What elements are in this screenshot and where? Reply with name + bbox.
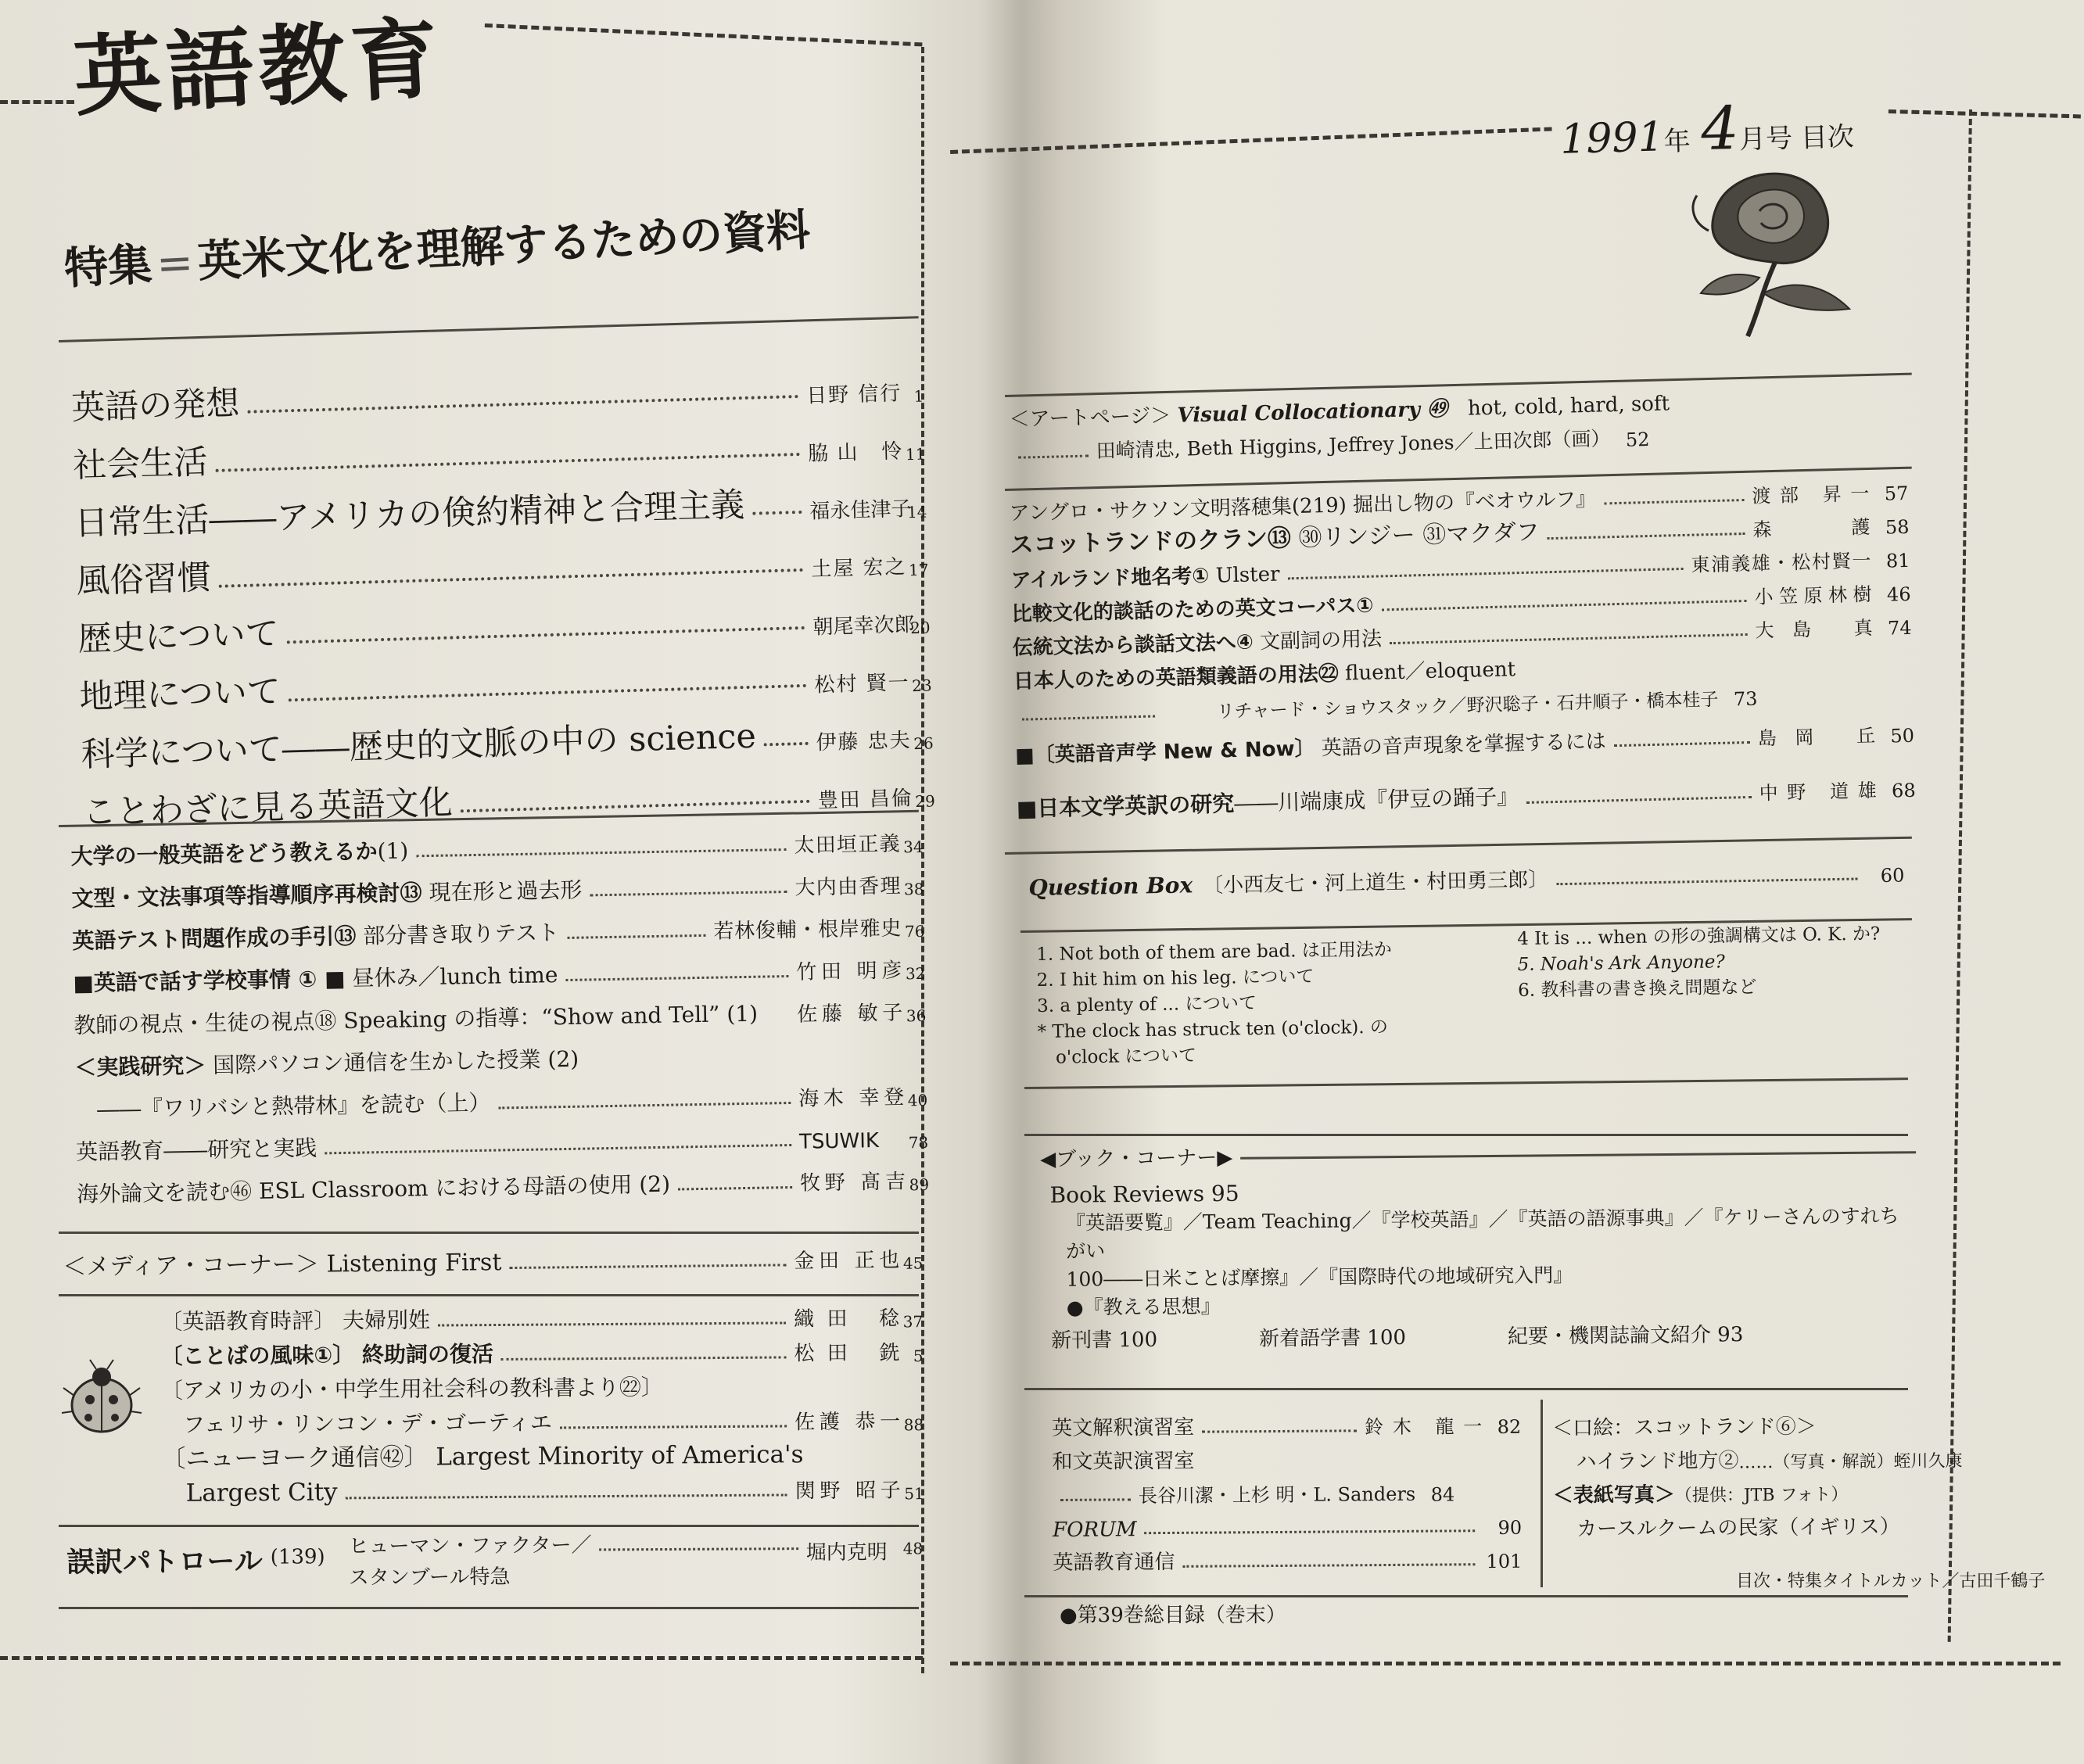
divider <box>59 1525 919 1527</box>
title-cut-credit: 目次・特集タイトルカット／古田千鶴子 <box>1736 1572 2046 1591</box>
toc-entry[interactable]: 英文解釈演習室 鈴木 龍一 82 <box>1052 1415 1522 1440</box>
right-page <box>950 0 2084 1764</box>
divider <box>1024 1134 1908 1136</box>
toc-entry[interactable]: 歴史について 朝尾幸次郎 20 <box>77 612 931 659</box>
toc-entry[interactable]: ■英語で話す学校事情 ① ■ 昼休み／lunch time 竹田 明彦 32 <box>73 959 926 996</box>
toc-entry[interactable]: ■日本文学英訳の研究――川端康成『伊豆の踊子』 中野 道雄 68 <box>1016 779 1916 822</box>
toc-entry[interactable]: ――『ワリバシと熱帯林』を読む（上） 海木 幸登 40 <box>74 1085 928 1123</box>
divider <box>59 1294 919 1296</box>
toc-entry[interactable]: ＜メディア・コーナー＞ Listening First 金田 正也 45 <box>63 1248 924 1281</box>
new-books[interactable]: 新刊書 100 <box>1051 1328 1158 1353</box>
divider <box>59 316 919 342</box>
toc-entry[interactable]: 〔ことばの風味①〕 終助詞の復活 松田 銑 5 <box>160 1341 924 1369</box>
volume-index[interactable]: ●第39巻総目録（巻末） <box>1060 1604 1286 1627</box>
bulletin-papers[interactable]: 紀要・機関誌論文紹介 93 <box>1507 1323 1744 1349</box>
toc-entry[interactable]: 教師の視点・生徒の視点⑱ Speaking の指導：“Show and Tell” (1) 佐藤 敏子 36 <box>74 1000 927 1038</box>
art-page[interactable]: ＜アートページ＞ Visual Collocationary ㊾ hot, cold, hard, soft 田崎清忠, Beth Higgins, Jeffrey Jones／上田次郎（画） 52 <box>1009 392 1670 463</box>
divider <box>1541 1400 1543 1587</box>
toc-entry[interactable]: 〔アメリカの小・中学生用社会科の教科書より㉒〕 <box>160 1374 663 1404</box>
divider <box>1024 1388 1908 1390</box>
book-reviews[interactable]: Book Reviews 95 <box>1049 1180 1239 1208</box>
feature-separator: = <box>155 237 195 290</box>
toc-entry[interactable]: 英語教育――研究と実践 TSUWIK 78 <box>75 1129 929 1165</box>
question-list-right: 4 It is ... when の形の強調構文は O. K. か? 5. Noah's Ark Anyone? 6. 教科書の書き換え問題など <box>1517 923 1881 1001</box>
feature-label: 特集 <box>63 239 153 295</box>
toc-entry[interactable]: 風俗習慣 土屋 宏之 17 <box>75 555 929 601</box>
book-corner: ◀ブック・コーナー▶ Book Reviews 95 『英語要覧』／Team Teaching／『学校英語』／『英語の語源事典』／『ケリーさんのすれちがい 100――日米ことば摩擦』／『国際時代の地域研究入門』 ●『教える思想』 新刊書 100 新着語学書 100 紀要・機関誌論文紹介 93 <box>1040 1138 1917 1355</box>
rose-icon <box>1685 160 1857 340</box>
toc-entry[interactable]: アイルランド地名考① Ulster 東浦義雄・松村賢一 81 <box>1010 549 1910 593</box>
question-box[interactable]: Question Box 〔小西友七・河上道生・村田勇三郎〕 60 <box>1028 864 1905 901</box>
toc-entry[interactable]: 日常生活――アメリカの倹約精神と合理主義 福永佳津子 14 <box>74 486 927 543</box>
top-dashed-border <box>485 23 923 46</box>
new-language-books[interactable]: 新着語学書 100 <box>1258 1325 1407 1351</box>
toc-entry[interactable]: 地理について 松村 賢一 23 <box>78 671 932 717</box>
top-dashed-border <box>0 100 74 104</box>
toc-entry[interactable]: 英語教育通信 101 <box>1053 1550 1523 1575</box>
left-page <box>0 0 950 1764</box>
magazine-title: 英語教育 <box>71 8 446 129</box>
frontispiece-info: ＜口絵：スコットランド⑥＞ ハイランド地方② ……（写真・解説）蛭川久康 ＜表紙写真＞（提供：JTB フォト） カースルクームの民家（イギリス） <box>1552 1414 1963 1541</box>
toc-entry[interactable]: ことわざに見る英語文化 豊田 昌倫 29 <box>82 783 936 833</box>
divider <box>1005 837 1912 855</box>
toc-entry[interactable]: 〔ニューヨーク通信㊷〕 Largest Minority of America's <box>161 1440 804 1473</box>
toc-entry[interactable]: 科学について――歴史的文脈の中の science 伊藤 忠夫 26 <box>81 716 934 775</box>
toc-entry[interactable]: ■〔英語音声学 New & Now〕 英語の音声現象を掌握するには 島岡 丘 50 <box>1014 724 1915 768</box>
top-dashed-border <box>950 127 1552 154</box>
toc-entry[interactable]: フェリサ・リンコン・デ・ゴーティエ 佐護 恭一 88 <box>160 1409 924 1438</box>
toc-entry[interactable]: リチャード・ショウスタック／野沢聡子・石井順子・橋本桂子 73 <box>1013 672 1914 728</box>
toc-entry[interactable]: 比較文化的談話のための英文コーパス① 小笠原林樹 46 <box>1011 583 1911 626</box>
toc-entry[interactable]: Largest City 関野 昭子 51 <box>161 1478 924 1508</box>
feature-title <box>63 195 812 297</box>
toc-entry[interactable]: 伝統文法から談話文法へ④ 文副詞の用法 大島 真 74 <box>1012 616 1912 660</box>
toc-entry[interactable]: 社会生活 脇山 怜 11 <box>72 439 926 486</box>
toc-entry[interactable]: ＜実践研究＞ 国際パソコン通信を生かした授業 (2) <box>74 1045 579 1081</box>
divider <box>1024 1595 1908 1597</box>
toc-entry[interactable]: アングロ・サクソン文明落穂集(219) 掘出し物の『ベオウルフ』 渡部 昇一 57 <box>1009 482 1909 525</box>
column-list <box>160 1296 924 1508</box>
toc-entry[interactable]: 〔英語教育時評〕 夫婦別姓 織田 稔 37 <box>160 1307 924 1335</box>
series-list <box>70 814 929 1209</box>
toc-entry[interactable]: 英語の発想 日野 信行 1 <box>70 382 924 428</box>
question-list-left: 1. Not both of them are bad. は正用法か 2. I hit him on his leg. について 3. a plenty of ... について * The clock has struck ten (o'clock). の o'clock について <box>1036 939 1392 1068</box>
toc-entry[interactable]: 和文英訳演習室 <box>1052 1449 1195 1474</box>
toc-entry[interactable]: 英語テスト問題作成の手引⑬ 部分書き取りテスト 若林俊輔・根岸雅史 76 <box>72 916 925 954</box>
toc-entry[interactable]: 日本人のための英語類義語の用法㉒ fluent／eloquent <box>1013 658 1516 694</box>
toc-entry[interactable]: 大学の一般英語をどう教えるか(1) 太田垣正義 34 <box>70 832 924 869</box>
toc-entry[interactable]: スコットランドのクラン⑬ ㉚リンジー ㉛マクダフ 森 護 58 <box>1010 515 1910 559</box>
issue-header: 1991年 4月号 目次 <box>1559 92 1855 164</box>
toc-entry[interactable]: FORUM 90 <box>1052 1516 1523 1542</box>
toc-entry[interactable]: 長谷川潔・上杉 明・L. Sanders 84 <box>1053 1472 1522 1508</box>
bottom-dashed-border <box>950 1662 2061 1665</box>
bottom-dashed-border <box>0 1656 923 1660</box>
top-dashed-border <box>1889 109 2084 120</box>
divider <box>1024 1077 1908 1089</box>
feature-heading: 英米文化を理解するための資料 <box>196 205 812 288</box>
divider <box>59 1607 919 1609</box>
toc-entry[interactable]: 文型・文法事項等指導順序再検討⑬ 現在形と過去形 大内由香理 38 <box>71 874 924 912</box>
toc-entry[interactable]: 海外論文を読む㊻ ESL Classroom における母語の使用 (2) 牧野 髙吉 89 <box>76 1170 930 1207</box>
feature-list <box>70 348 935 834</box>
article-list <box>1009 471 1916 823</box>
media-corner <box>63 1230 924 1282</box>
mistranslation-patrol[interactable]: 誤訳パトロール (139) ヒューマン・ファクター／ スタンブール特急 堀内克明 48 <box>66 1528 923 1595</box>
practice-list <box>1052 1404 1522 1576</box>
ladybug-icon <box>59 1357 145 1443</box>
